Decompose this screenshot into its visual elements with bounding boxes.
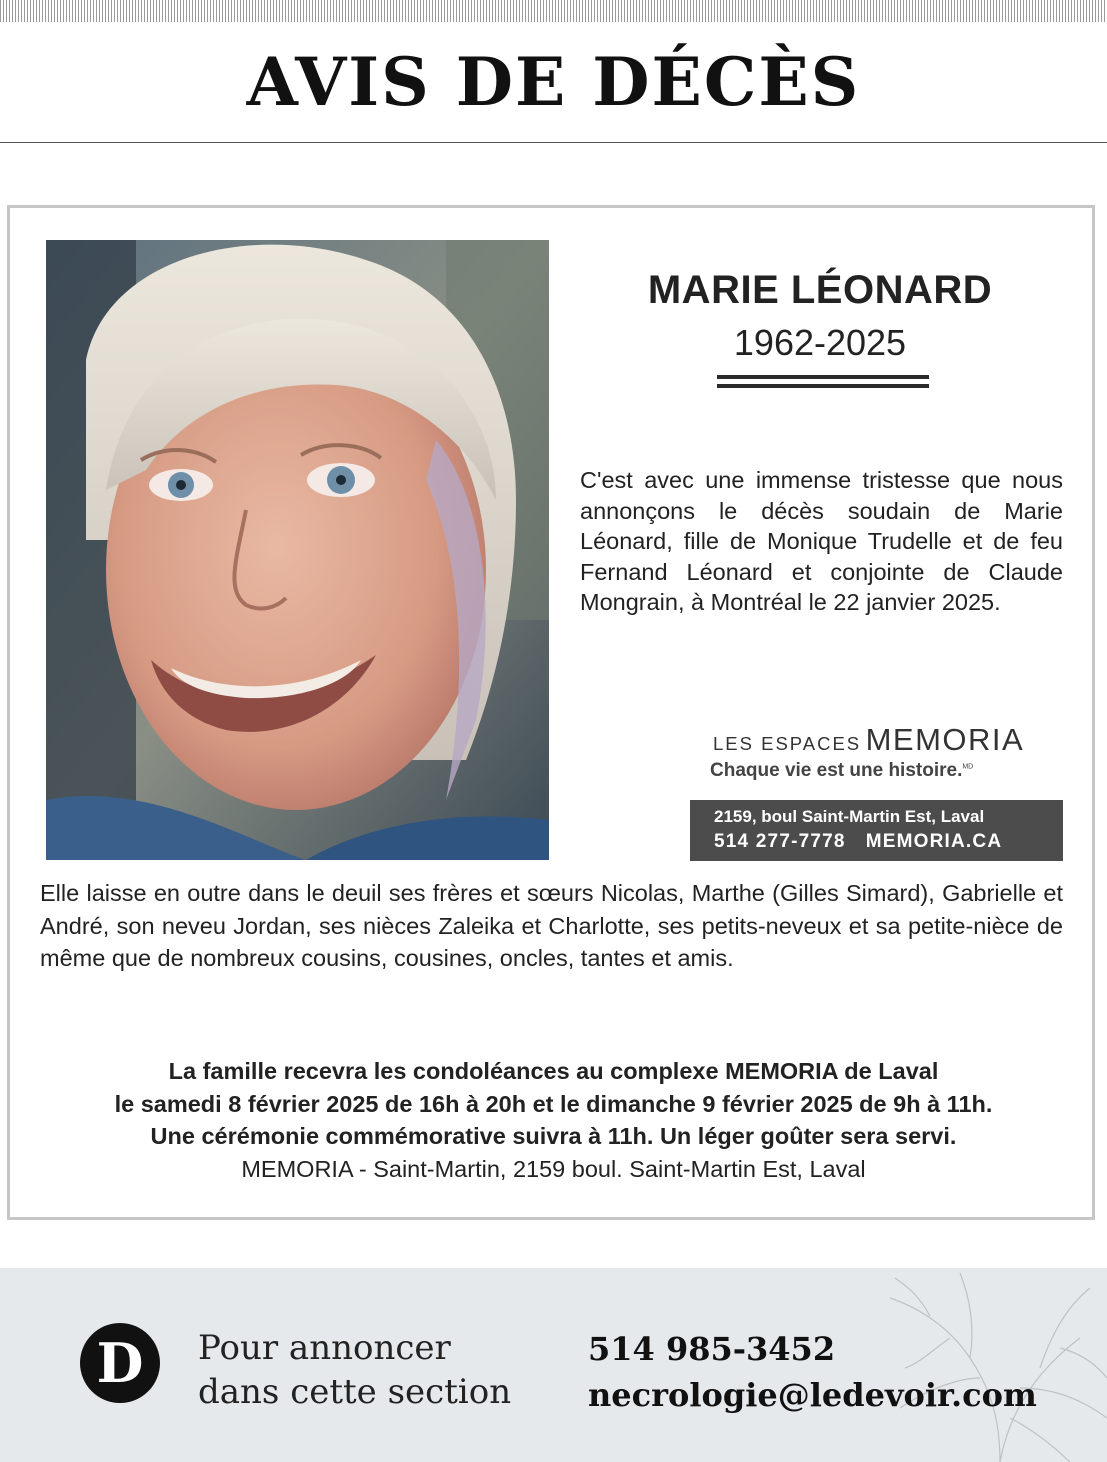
family-text: Elle laisse en outre dans le deuil ses frères et sœurs Nicolas, Marthe (Gilles Simard), Gabrielle et André, son neveu Jordan, ses nièces Zaleika et Charlotte, ses petits-neveux et sa petite-nièce de même que de nombreux cousins, cousines, oncles, tantes et amis. <box>40 880 1063 971</box>
memoria-phone: 514 277-7778 <box>714 831 846 852</box>
service-line-3: Une cérémonie commémorative suivra à 11h. Un léger goûter sera servi. <box>150 1123 957 1149</box>
service-line-1: La famille recevra les condoléances au complexe MEMORIA de Laval <box>168 1058 939 1084</box>
promo-line-2: dans cette section <box>198 1372 512 1412</box>
service-details <box>20 1055 1087 1185</box>
service-location: MEMORIA - Saint-Martin, 2159 boul. Saint-Martin Est, Laval <box>241 1155 866 1182</box>
memoria-tagline <box>710 760 973 782</box>
deceased-name: MARIE LÉONARD <box>647 268 993 312</box>
service-line-2: le samedi 8 février 2025 de 16h à 20h et le dimanche 9 février 2025 de 9h à 11h. <box>114 1090 993 1117</box>
memoria-phone-web <box>714 829 1063 855</box>
promo-text <box>198 1326 511 1414</box>
memoria-tagline-mark: MD <box>962 763 974 771</box>
memoria-contact-box <box>690 800 1063 861</box>
memoria-tagline-text: Chaque vie est une histoire. <box>710 760 963 781</box>
memoria-brand-big: MEMORIA <box>865 722 1025 757</box>
footer-phone[interactable]: 514 985-3452 <box>588 1330 836 1368</box>
footer-email[interactable]: necrologie@ledevoir.com <box>588 1376 1037 1414</box>
page-title: AVIS DE DÉCÈS <box>246 43 861 121</box>
portrait-photo <box>46 240 549 860</box>
memoria-website: MEMORIA.CA <box>865 831 1003 852</box>
memoria-brand <box>713 722 1024 758</box>
memoria-address: 2159, boul Saint-Martin Est, Laval <box>714 807 985 826</box>
life-years: 1962-2025 <box>733 322 907 363</box>
memoria-brand-small: LES ESPACES <box>713 733 862 754</box>
name-underline <box>717 375 929 389</box>
advertising-footer <box>0 1268 1107 1462</box>
le-devoir-logo: D <box>80 1323 160 1403</box>
header-hatch-pattern <box>0 0 1107 22</box>
promo-line-1: Pour annoncer <box>198 1328 451 1368</box>
footer-contact <box>588 1326 1037 1418</box>
header-divider <box>0 142 1107 143</box>
announcement-text: C'est avec une immense tristesse que nous annonçons le décès soudain de Marie Léonard, fille de Monique Trudelle et de feu Fernand Léonard et conjointe de Claude Mongrain, à Montréal le 22 janvier 2025. <box>580 467 1063 615</box>
